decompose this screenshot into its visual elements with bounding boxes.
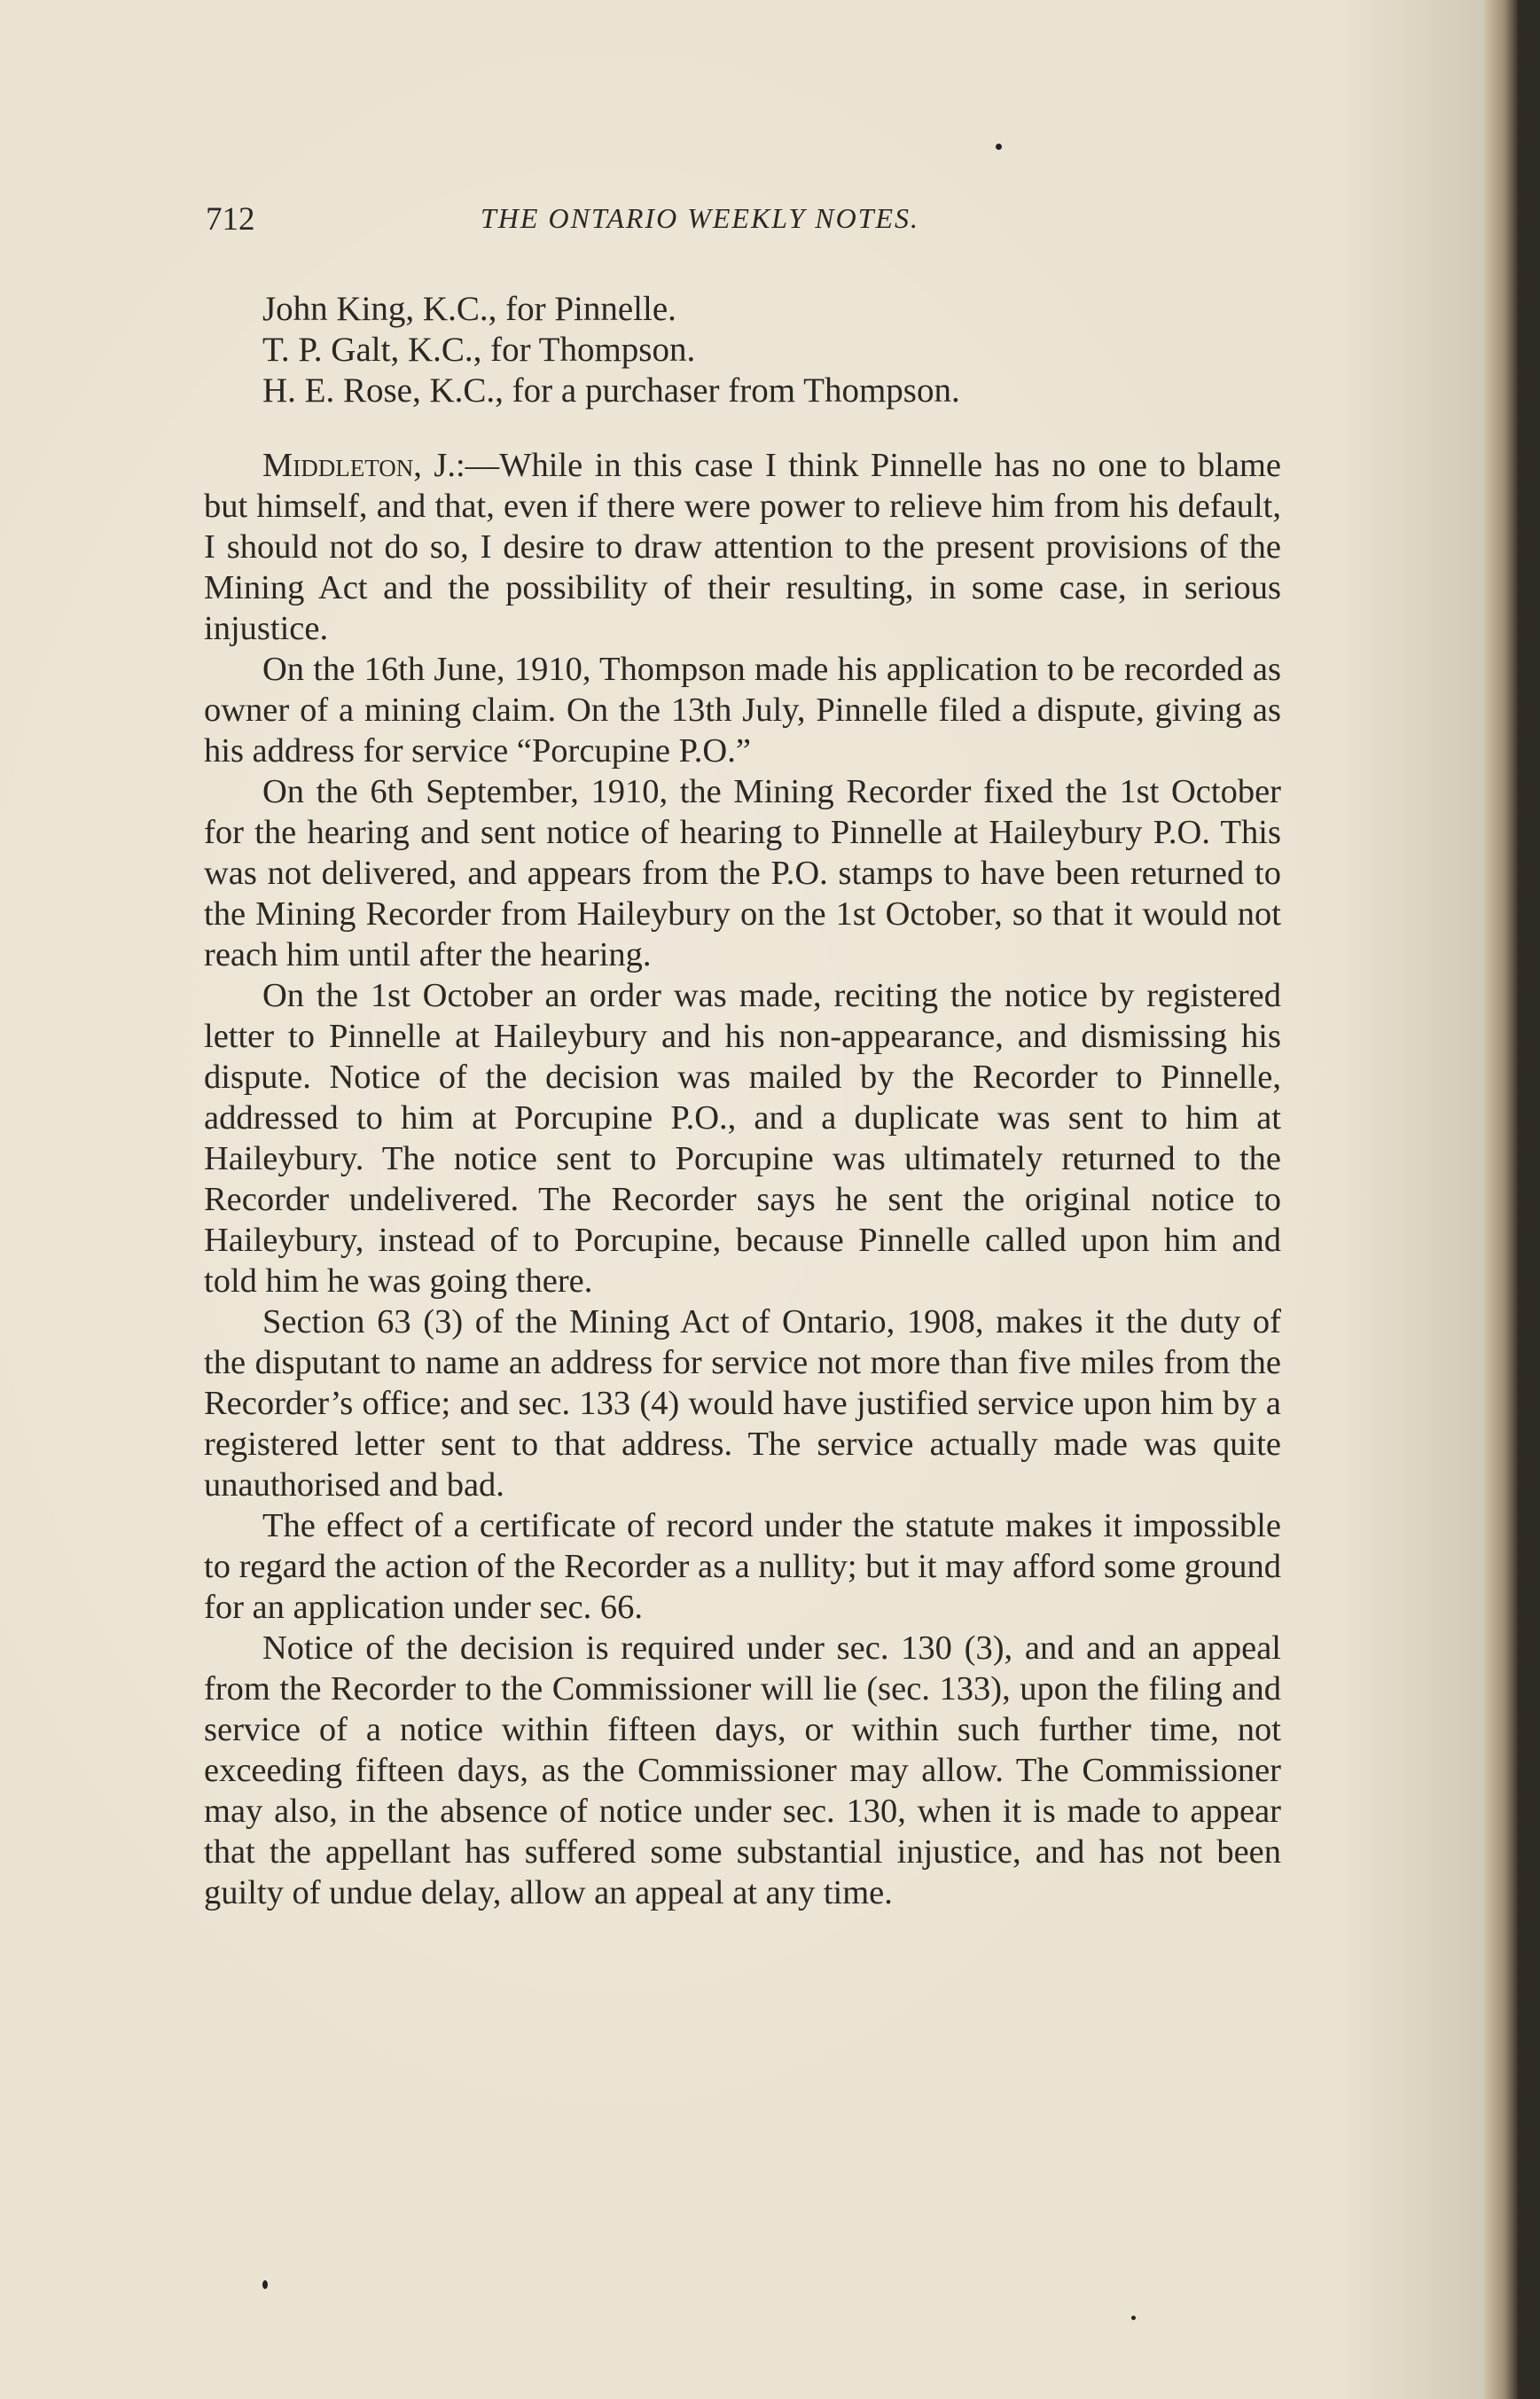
judge-name: Middleton	[262, 447, 414, 484]
opening-paragraph	[204, 445, 1281, 649]
paragraph: Notice of the decision is required under sec. 130 (3), and and an appeal from the Recorder to the Commissioner will lie (sec. 133), upon the filing and service of a notice within fifteen days, or within such further time, not exceeding fifteen days, as the Commissioner may allow. The Commissioner may also, in the absence of notice under sec. 130, when it is made to appear that the appellant has suffered some substantial injustice, and has not been guilty of undue delay, allow an appeal at any time.	[204, 1629, 1281, 1911]
counsel-list	[262, 289, 960, 411]
ink-speck	[262, 2280, 268, 2289]
ink-speck	[1131, 2316, 1136, 2320]
paragraph: Section 63 (3) of the Mining Act of Ontario, 1908, makes it the duty of the disputant to name an address for service not more than five miles from the Recorder’s office; and sec. 133 (4) would have justified service upon him by a registered letter sent to that address. The service actually made was quite unauthorised and bad.	[204, 1303, 1281, 1504]
counsel-line: T. P. Galt, K.C., for Thompson.	[262, 331, 696, 369]
running-title: THE ONTARIO WEEKLY NOTES.	[481, 202, 920, 234]
judgment-body	[204, 445, 1281, 1913]
page-number: 712	[206, 201, 255, 238]
paragraph: On the 16th June, 1910, Thompson made his application to be recorded as owner of a mining claim. On the 13th July, Pinnelle filed a dispute, giving as his address for service “Porcupine P.O.”	[204, 651, 1281, 770]
paragraph: The effect of a certificate of record under the statute makes it impossible to regard the action of the Recorder as a nullity; but it may afford some ground for an application under sec. 66.	[204, 1507, 1281, 1626]
judge-suffix: , J.:	[413, 447, 465, 484]
ink-speck	[996, 144, 1002, 150]
paragraph: On the 6th September, 1910, the Mining Recorder fixed the 1st October for the hearing and sent notice of hearing to Pinnelle at Haileybury P.O. This was not delivered, and appears from the P.O. stamps to have been returned to the Mining Recorder from Haileybury on the 1st October, so that it would not reach him until after the hearing.	[204, 773, 1281, 973]
counsel-line: H. E. Rose, K.C., for a purchaser from Thompson.	[262, 371, 960, 410]
paragraph: On the 1st October an order was made, reciting the notice by registered letter to Pinnelle at Haileybury and his non-appearance, and dismissing his dispute. Notice of the decision was mailed by the Recorder to Pinnelle, addressed to him at Porcupine P.O., and a duplicate was sent to him at Haileybury. The notice sent to Porcupine was ultimately returned to the Recorder undelivered. The Recorder says he sent the original notice to Haileybury, instead of to Porcupine, because Pinnelle called upon him and told him he was going there.	[204, 977, 1281, 1300]
book-spine-edge	[1484, 0, 1518, 2399]
counsel-line: John King, K.C., for Pinnelle.	[262, 290, 676, 328]
page-header	[206, 200, 1287, 254]
opening-text: —While in this case I think Pinnelle has no one to blame but himself, and that, even if there were power to relieve him from his default, I should not do so, I desire to draw attention to the present provisions of the Mining Act and the possibility of their resulting, in some case, in serious injustice.	[204, 447, 1281, 647]
